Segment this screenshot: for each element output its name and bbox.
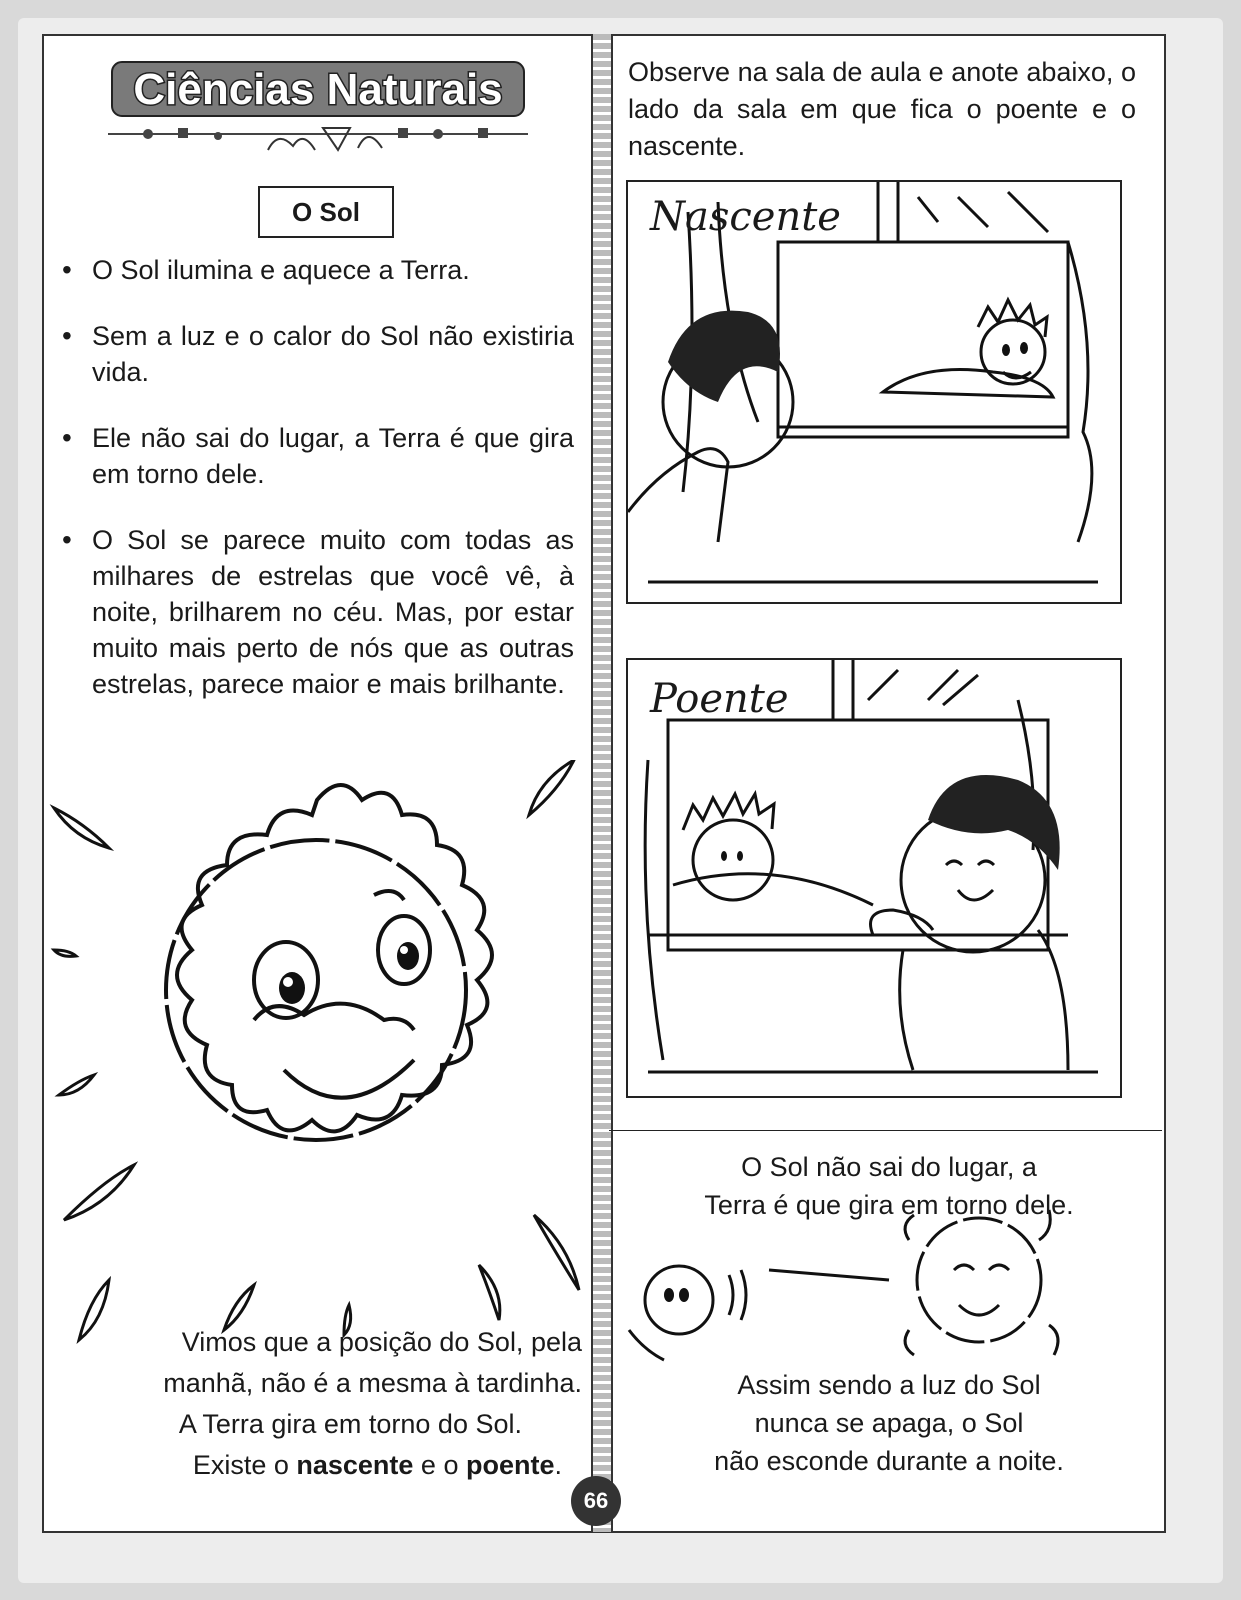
earth-orbit-section (609, 1130, 1162, 1529)
sun-position-text (62, 1322, 582, 1486)
text-line: Assim sendo a luz do Sol (737, 1370, 1041, 1400)
subject-logo-graphic (108, 58, 528, 168)
subject-logo-text: Ciências Naturais (133, 65, 503, 114)
scene-poente (626, 658, 1122, 1098)
sun-fact-top (629, 1148, 1149, 1224)
scene-nascente (626, 180, 1122, 604)
fact-item: • Sem a luz e o calor do Sol não existiria vida. (62, 318, 574, 390)
text-line-emphasis (62, 1445, 582, 1486)
text-fragment: Existe o (192, 1450, 297, 1480)
fact-item: • Ele não sai do lugar, a Terra é que gira em torno dele. (62, 420, 574, 492)
sun-fact-bottom (629, 1366, 1149, 1480)
scene-label-poente: Poente (650, 676, 789, 722)
term-poente: poente (465, 1450, 555, 1480)
facts-list (62, 252, 574, 732)
text-line: Vimos que a posição do Sol, pela (181, 1327, 582, 1357)
term-nascente: nascente (296, 1450, 414, 1480)
text-line: A Terra gira em torno do Sol. (178, 1409, 522, 1439)
text-line: Terra é que gira em torno dele. (704, 1190, 1074, 1220)
text-fragment: e o (413, 1450, 466, 1480)
text-line: O Sol não sai do lugar, a (741, 1152, 1037, 1182)
topic-box-title: O Sol (258, 186, 394, 238)
text-line: manhã, não é a mesma à tardinha. (163, 1368, 582, 1398)
instruction-text: Observe na sala de aula e anote abaixo, o lado da sala em que fica o poente e o nascente. (628, 57, 1136, 161)
text-line: não esconde durante a noite. (714, 1446, 1064, 1476)
text-fragment: . (554, 1450, 562, 1480)
subject-logo (108, 58, 528, 168)
text-line: nunca se apaga, o Sol (754, 1408, 1024, 1438)
smiling-sun-illustration (44, 760, 590, 1350)
page-number-badge: 66 (571, 1476, 621, 1526)
scene-label-nascente: Nascente (650, 194, 841, 240)
fact-item: • O Sol ilumina e aquece a Terra. (62, 252, 574, 288)
fact-item: • O Sol se parece muito com todas as milhares de estrelas que você vê, à noite, brilharem no céu. Mas, por estar muito mais perto de nós que as outras estrelas, parece maior e mais brilhante. (62, 522, 574, 702)
